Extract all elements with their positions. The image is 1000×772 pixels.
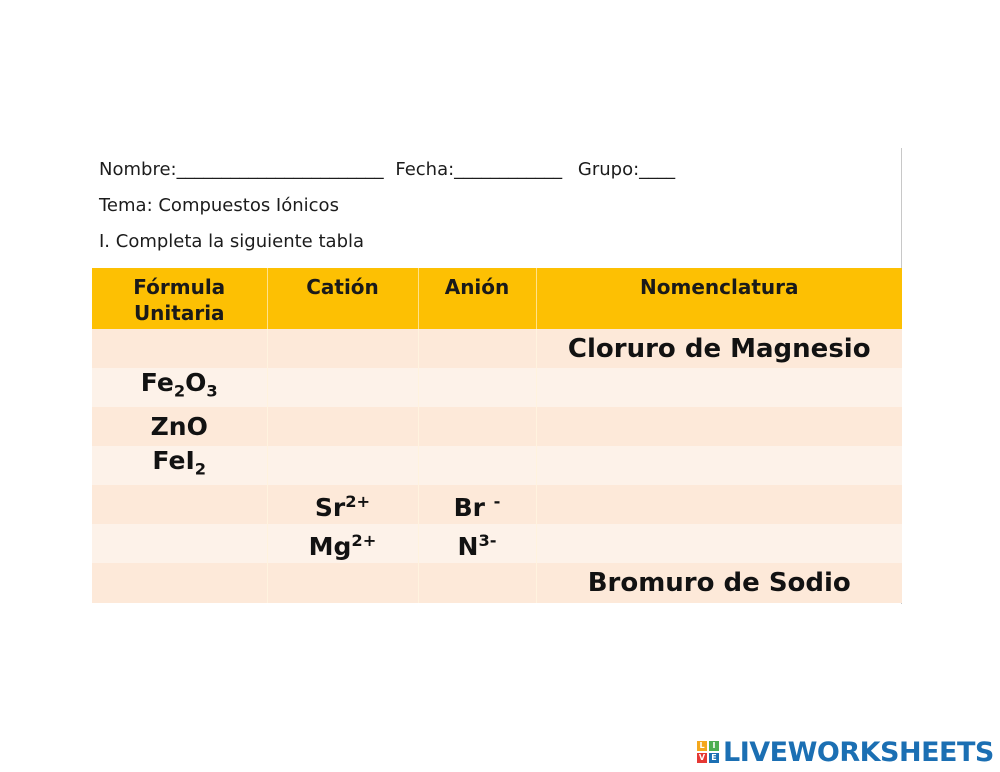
nomenclature-cell[interactable]: Bromuro de Sodio [536, 563, 902, 603]
nombre-label: Nombre:_______________________ [99, 159, 384, 180]
brand-name: LIVEWORKSHEETS [723, 736, 994, 768]
topic-line: Tema: Compuestos Iónicos [99, 195, 339, 216]
nomenclature-cell[interactable] [536, 485, 902, 524]
formula-cell[interactable] [92, 563, 267, 603]
cation-cell[interactable] [267, 485, 418, 524]
fecha-label: Fecha:____________ [395, 159, 563, 180]
nomenclature-cell[interactable] [536, 407, 902, 446]
formula-cell[interactable] [92, 329, 267, 368]
worksheet [92, 148, 902, 604]
anion-cell[interactable] [418, 368, 536, 407]
cation-cell[interactable] [267, 563, 418, 603]
table-row [92, 329, 902, 368]
table-row [92, 446, 902, 485]
formula-subscript: 2 [194, 459, 207, 479]
cation-symbol: Sr [314, 492, 346, 522]
cation-cell[interactable] [267, 524, 418, 563]
cation-cell[interactable] [267, 329, 418, 368]
anion-cell[interactable] [418, 485, 536, 524]
header-nomenclature: Nomenclatura [536, 268, 902, 329]
anion-cell[interactable] [418, 407, 536, 446]
anion-symbol: Br [453, 492, 494, 522]
brand-mark-icon [697, 741, 719, 763]
table-header-row [92, 268, 902, 329]
formula-subscript: 3 [206, 381, 218, 401]
liveworksheets-logo [697, 737, 994, 767]
header-cation: Catión [267, 268, 418, 329]
table-row [92, 563, 902, 603]
cation-symbol: Mg [308, 531, 352, 561]
cation-charge: 2+ [351, 530, 377, 550]
table-row [92, 368, 902, 407]
nomenclature-cell[interactable] [536, 368, 902, 407]
formula-element: O [185, 368, 207, 398]
header-anion: Anión [418, 268, 536, 329]
brand-mark-tile: I [709, 741, 719, 751]
formula-cell[interactable] [92, 524, 267, 563]
formula-cell[interactable] [92, 407, 267, 446]
instruction-line: I. Completa la siguiente tabla [99, 231, 365, 252]
cation-charge: 2+ [345, 491, 371, 511]
table-row [92, 485, 902, 524]
nomenclature-cell[interactable] [536, 524, 902, 563]
formula-element: FeI [152, 446, 195, 476]
anion-cell[interactable] [418, 446, 536, 485]
student-info-line [99, 159, 675, 180]
formula-element: ZnO [150, 411, 208, 441]
cation-cell[interactable] [267, 407, 418, 446]
anion-cell[interactable] [418, 329, 536, 368]
anion-symbol: N [457, 531, 479, 561]
nomenclature-cell[interactable] [536, 446, 902, 485]
formula-cell[interactable] [92, 446, 267, 485]
anion-cell[interactable] [418, 563, 536, 603]
anion-charge: 3- [478, 530, 497, 550]
table-row [92, 407, 902, 446]
formula-subscript: 2 [173, 381, 186, 401]
grupo-label: Grupo:____ [577, 159, 676, 180]
formula-element: Fe [140, 368, 174, 398]
nomenclature-cell[interactable]: Cloruro de Magnesio [536, 329, 902, 368]
cation-cell[interactable] [267, 368, 418, 407]
anion-cell[interactable] [418, 524, 536, 563]
formula-cell[interactable] [92, 485, 267, 524]
formula-cell[interactable] [92, 368, 267, 407]
brand-mark-tile: V [698, 753, 706, 762]
brand-mark-tile: E [709, 753, 719, 763]
header-formula: Fórmula Unitaria [92, 268, 267, 329]
ionic-compounds-table [92, 268, 902, 603]
anion-charge: - [493, 491, 501, 511]
brand-mark-tile: L [697, 741, 707, 751]
table-row [92, 524, 902, 563]
cation-cell[interactable] [267, 446, 418, 485]
